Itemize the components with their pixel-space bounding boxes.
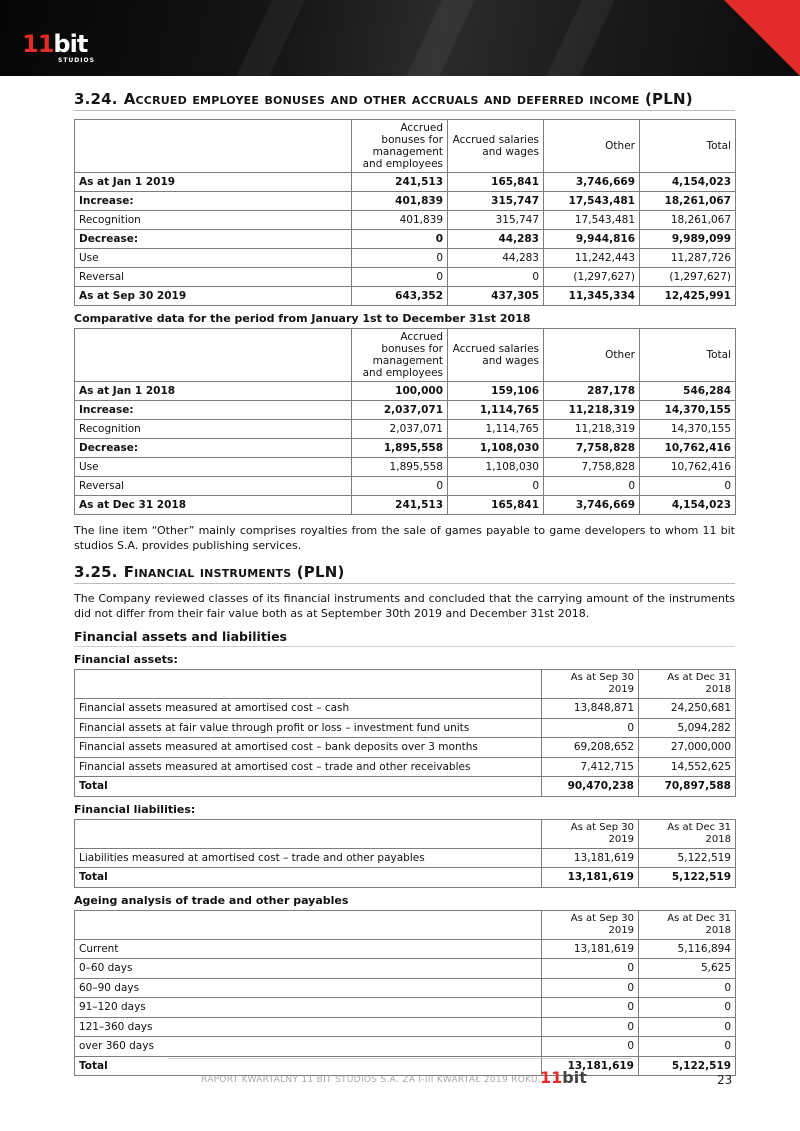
value-cell: 0 [544, 477, 640, 496]
table-row [75, 718, 736, 738]
header-cell-blank [75, 819, 542, 848]
accruals-2018-table [74, 328, 736, 515]
value-cell: 0 [448, 477, 544, 496]
table-header-row [75, 819, 736, 848]
banner-streak [392, 0, 478, 76]
column-header: Other [544, 120, 640, 173]
row-label: As at Jan 1 2018 [75, 382, 352, 401]
value-cell: 11,218,319 [544, 420, 640, 439]
table-row [75, 439, 736, 458]
row-label: Current [75, 939, 542, 959]
value-cell: 1,895,558 [352, 439, 448, 458]
value-cell: 401,839 [352, 211, 448, 230]
value-cell: 165,841 [448, 496, 544, 515]
financial-instruments-intro: The Company reviewed classes of its financial instruments and concluded that the carrying amount of the instruments did not differ from their fair value both as at September 30th 2019 and December 31st 2018. [74, 592, 735, 620]
row-label: Financial assets measured at amortised cost – cash [75, 699, 542, 719]
value-cell: 241,513 [352, 496, 448, 515]
row-label: 121–360 days [75, 1017, 542, 1037]
value-cell: 18,261,067 [640, 211, 736, 230]
footer-logo-word: bit [562, 1068, 587, 1087]
section-heading-3-25 [74, 563, 735, 584]
table-row [75, 211, 736, 230]
row-label: As at Dec 31 2018 [75, 496, 352, 515]
value-cell: 1,108,030 [448, 458, 544, 477]
row-label: Reversal [75, 268, 352, 287]
column-header: Total [640, 120, 736, 173]
value-cell: 14,370,155 [640, 420, 736, 439]
value-cell: 5,094,282 [639, 718, 736, 738]
value-cell: 1,895,558 [352, 458, 448, 477]
value-cell: 0 [542, 1037, 639, 1057]
column-header: As at Dec 31 2018 [639, 670, 736, 699]
value-cell: 70,897,588 [639, 777, 736, 797]
table-row [75, 978, 736, 998]
banner-red-corner [724, 0, 800, 76]
row-label: Financial assets measured at amortised cost – bank deposits over 3 months [75, 738, 542, 758]
table-row [75, 287, 736, 306]
table-row [75, 477, 736, 496]
logo-number: 11 [22, 30, 54, 58]
value-cell: 24,250,681 [639, 699, 736, 719]
comparative-data-title: Comparative data for the period from January 1st to December 31st 2018 [74, 312, 531, 325]
ageing-analysis-table [74, 910, 736, 1077]
value-cell: 5,625 [639, 959, 736, 979]
table-row [75, 1017, 736, 1037]
row-label: Increase: [75, 401, 352, 420]
value-cell: 5,122,519 [639, 1056, 736, 1076]
table-row [75, 173, 736, 192]
row-label: Decrease: [75, 230, 352, 249]
logo-subtitle: STUDIOS [58, 57, 95, 64]
value-cell: 14,552,625 [639, 757, 736, 777]
value-cell: 1,114,765 [448, 401, 544, 420]
table-row [75, 420, 736, 439]
value-cell: 14,370,155 [640, 401, 736, 420]
column-header: Accrued bonuses for management and employees [352, 120, 448, 173]
table-row [75, 458, 736, 477]
value-cell: 13,848,871 [542, 699, 639, 719]
table-row [75, 268, 736, 287]
row-label: Increase: [75, 192, 352, 211]
value-cell: 10,762,416 [640, 439, 736, 458]
value-cell: 287,178 [544, 382, 640, 401]
column-header: Accrued bonuses for management and employees [352, 329, 448, 382]
column-header: As at Sep 30 2019 [542, 819, 639, 848]
column-header: As at Sep 30 2019 [542, 670, 639, 699]
section-title: Financial instruments (PLN) [123, 563, 345, 581]
value-cell: 44,283 [448, 230, 544, 249]
value-cell: 2,037,071 [352, 420, 448, 439]
value-cell: 0 [542, 1017, 639, 1037]
value-cell: 315,747 [448, 211, 544, 230]
value-cell: 0 [542, 978, 639, 998]
footer-report-title: RAPORT KWARTALNY 11 BIT STUDIOS S.A. ZA I-III KWARTAŁ 2019 ROKU. [201, 1075, 542, 1085]
table-row [75, 868, 736, 888]
value-cell: 69,208,652 [542, 738, 639, 758]
value-cell: (1,297,627) [640, 268, 736, 287]
financial-liabilities-table [74, 819, 736, 888]
value-cell: 0 [640, 477, 736, 496]
financial-assets-title: Financial assets: [74, 653, 178, 666]
table-row [75, 738, 736, 758]
table-row [75, 939, 736, 959]
financial-liabilities-title: Financial liabilities: [74, 802, 196, 816]
banner-streak [222, 0, 308, 76]
value-cell: 0 [448, 268, 544, 287]
table-row [75, 1037, 736, 1057]
row-label: As at Sep 30 2019 [75, 287, 352, 306]
financial-assets-liabilities-title: Financial assets and liabilities [74, 629, 735, 647]
table-header-row [75, 910, 736, 939]
value-cell: 0 [352, 249, 448, 268]
page-content [74, 90, 735, 1076]
table-row [75, 230, 736, 249]
footer-divider [168, 1058, 632, 1059]
value-cell: 11,345,334 [544, 287, 640, 306]
value-cell: 0 [639, 978, 736, 998]
row-label: Total [75, 777, 542, 797]
logo-word: bit [53, 30, 88, 58]
column-header: Other [544, 329, 640, 382]
value-cell: 13,181,619 [542, 848, 639, 868]
table-header-row [75, 670, 736, 699]
value-cell: 3,746,669 [544, 496, 640, 515]
row-label: 91–120 days [75, 998, 542, 1018]
table-row [75, 249, 736, 268]
value-cell: 17,543,481 [544, 192, 640, 211]
value-cell: 643,352 [352, 287, 448, 306]
value-cell: 9,944,816 [544, 230, 640, 249]
other-note-paragraph: The line item “Other” mainly comprises royalties from the sale of games payable to game developers to whom 11 bit studios S.A. provides publishing services. [74, 524, 735, 552]
row-label: Total [75, 868, 542, 888]
row-label: over 360 days [75, 1037, 542, 1057]
table-row [75, 848, 736, 868]
value-cell: 241,513 [352, 173, 448, 192]
section-title: Accrued employee bonuses and other accruals and deferred income (PLN) [123, 90, 693, 108]
value-cell: 315,747 [448, 192, 544, 211]
row-label: Decrease: [75, 439, 352, 458]
value-cell: 0 [639, 1017, 736, 1037]
value-cell: (1,297,627) [544, 268, 640, 287]
column-header: Accrued salaries and wages [448, 120, 544, 173]
row-label: Use [75, 458, 352, 477]
header-banner [0, 0, 800, 76]
value-cell: 0 [639, 998, 736, 1018]
value-cell: 3,746,669 [544, 173, 640, 192]
row-label: Use [75, 249, 352, 268]
header-cell-blank [75, 329, 352, 382]
value-cell: 0 [639, 1037, 736, 1057]
column-header: As at Dec 31 2018 [639, 910, 736, 939]
value-cell: 11,218,319 [544, 401, 640, 420]
value-cell: 1,114,765 [448, 420, 544, 439]
value-cell: 437,305 [448, 287, 544, 306]
value-cell: 18,261,067 [640, 192, 736, 211]
column-header: Total [640, 329, 736, 382]
row-label: Total [75, 1056, 542, 1076]
value-cell: 44,283 [448, 249, 544, 268]
value-cell: 90,470,238 [542, 777, 639, 797]
row-label: Financial assets at fair value through profit or loss – investment fund units [75, 718, 542, 738]
financial-assets-table [74, 669, 736, 797]
row-label: Liabilities measured at amortised cost – trade and other payables [75, 848, 542, 868]
row-label: Financial assets measured at amortised cost – trade and other receivables [75, 757, 542, 777]
table-row [75, 382, 736, 401]
footer-logo-number: 11 [540, 1068, 563, 1087]
row-label: 60–90 days [75, 978, 542, 998]
column-header: Accrued salaries and wages [448, 329, 544, 382]
value-cell: 0 [352, 477, 448, 496]
value-cell: 13,181,619 [542, 939, 639, 959]
value-cell: 165,841 [448, 173, 544, 192]
value-cell: 4,154,023 [640, 496, 736, 515]
table-header-row [75, 329, 736, 382]
company-logo [22, 30, 87, 58]
value-cell: 2,037,071 [352, 401, 448, 420]
banner-streak [532, 0, 618, 76]
value-cell: 7,412,715 [542, 757, 639, 777]
value-cell: 100,000 [352, 382, 448, 401]
section-number: 3.24. [74, 90, 118, 108]
value-cell: 11,287,726 [640, 249, 736, 268]
column-header: As at Sep 30 2019 [542, 910, 639, 939]
row-label: Recognition [75, 420, 352, 439]
table-row [75, 401, 736, 420]
row-label: As at Jan 1 2019 [75, 173, 352, 192]
value-cell: 9,989,099 [640, 230, 736, 249]
value-cell: 0 [352, 268, 448, 287]
table-row [75, 192, 736, 211]
row-label: 0–60 days [75, 959, 542, 979]
value-cell: 10,762,416 [640, 458, 736, 477]
section-number: 3.25. [74, 563, 118, 581]
value-cell: 5,122,519 [639, 848, 736, 868]
value-cell: 159,106 [448, 382, 544, 401]
value-cell: 12,425,991 [640, 287, 736, 306]
table-row [75, 959, 736, 979]
ageing-analysis-title: Ageing analysis of trade and other payables [74, 893, 349, 907]
value-cell: 4,154,023 [640, 173, 736, 192]
value-cell: 27,000,000 [639, 738, 736, 758]
table-header-row [75, 120, 736, 173]
value-cell: 546,284 [640, 382, 736, 401]
table-row [75, 496, 736, 515]
value-cell: 13,181,619 [542, 868, 639, 888]
value-cell: 13,181,619 [542, 1056, 639, 1076]
value-cell: 5,116,894 [639, 939, 736, 959]
table-row [75, 757, 736, 777]
value-cell: 7,758,828 [544, 458, 640, 477]
value-cell: 17,543,481 [544, 211, 640, 230]
footer-logo [540, 1068, 587, 1087]
value-cell: 401,839 [352, 192, 448, 211]
value-cell: 0 [352, 230, 448, 249]
header-cell-blank [75, 910, 542, 939]
value-cell: 7,758,828 [544, 439, 640, 458]
row-label: Recognition [75, 211, 352, 230]
row-label: Reversal [75, 477, 352, 496]
table-row [75, 777, 736, 797]
column-header: As at Dec 31 2018 [639, 819, 736, 848]
section-heading-3-24 [74, 90, 735, 111]
accruals-2019-table [74, 119, 736, 306]
value-cell: 0 [542, 718, 639, 738]
page-number: 23 [717, 1073, 733, 1087]
value-cell: 11,242,443 [544, 249, 640, 268]
table-row [75, 699, 736, 719]
header-cell-blank [75, 670, 542, 699]
value-cell: 0 [542, 998, 639, 1018]
value-cell: 1,108,030 [448, 439, 544, 458]
value-cell: 0 [542, 959, 639, 979]
header-cell-blank [75, 120, 352, 173]
value-cell: 5,122,519 [639, 868, 736, 888]
table-row [75, 998, 736, 1018]
